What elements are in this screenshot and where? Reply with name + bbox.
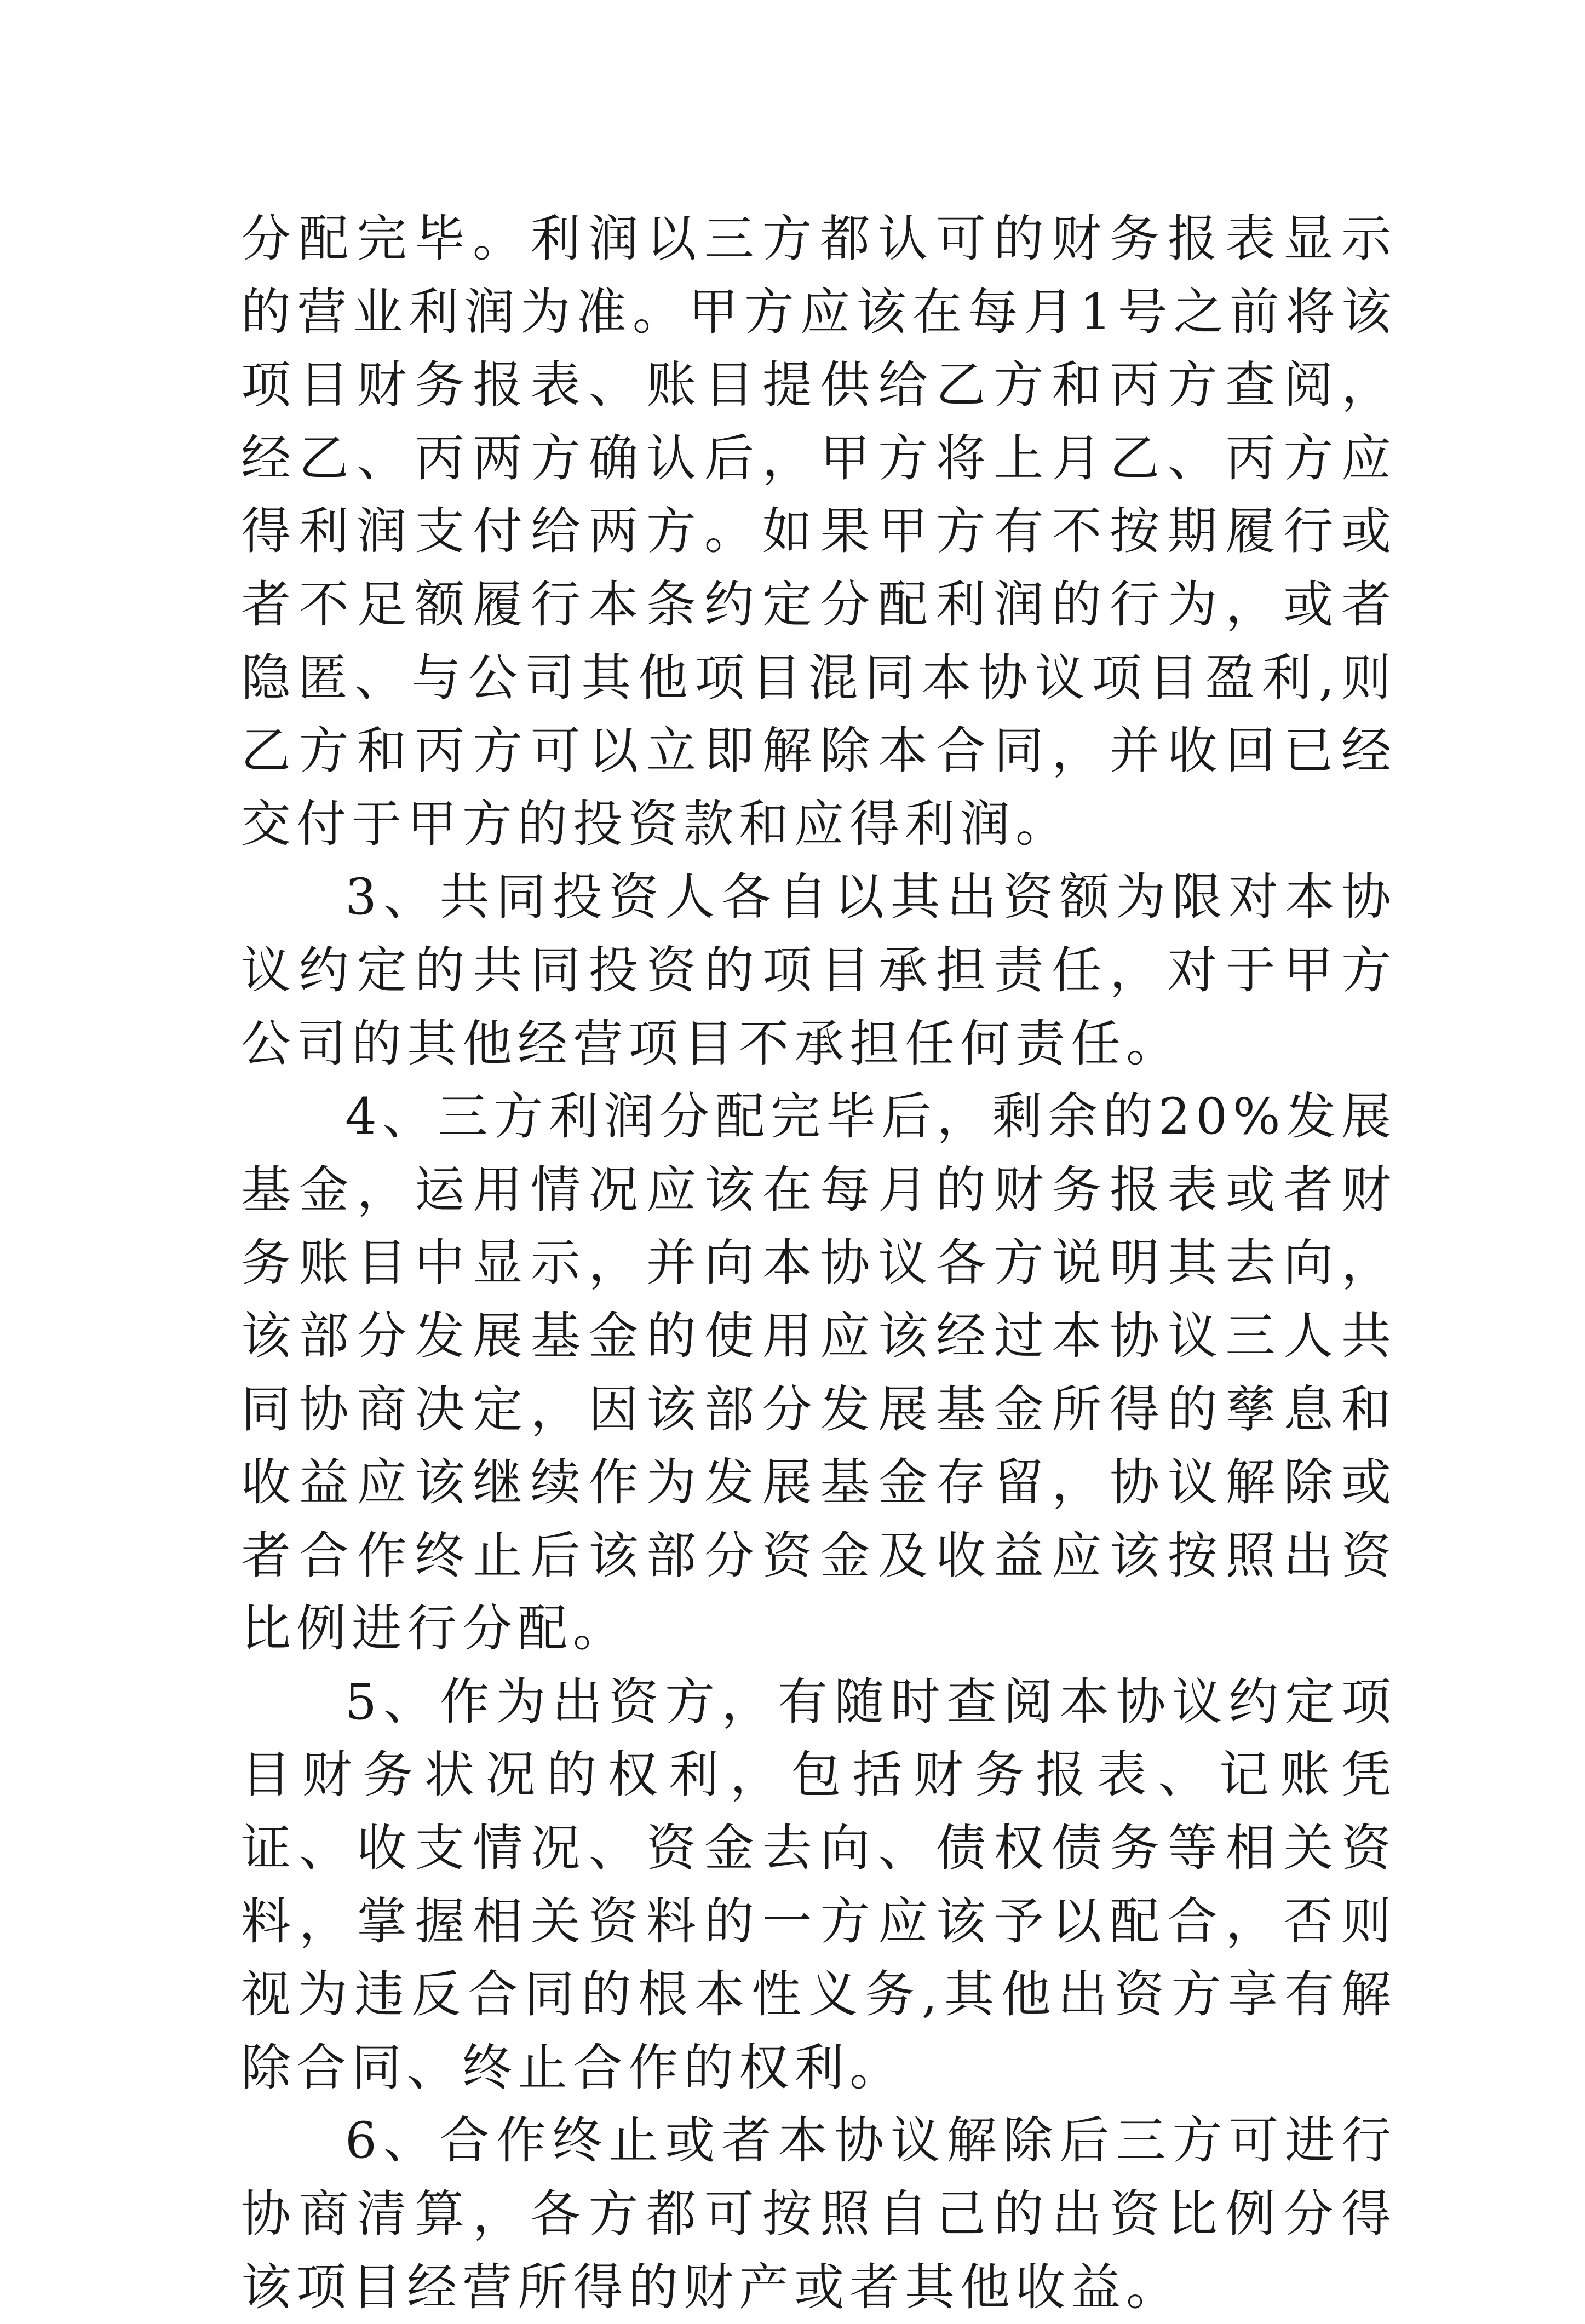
paragraph-clause-4: 4、三方利润分配完毕后，剩余的20%发展基金，运用情况应该在每月的财务报表或者财务账目中显示，并向本协议各方说明其去向，该部分发展基金的使用应该经过本协议三人共同协商决定，因该部分发展基金所得的孳息和收益应该继续作为发展基金存留，协议解除或者合作终止后该部分资金及收益应该按照出资比例进行分配。 (241, 1088, 1397, 1658)
paragraph-clause-5: 5、作为出资方，有随时查阅本协议约定项目财务状况的权利，包括财务报表、记账凭证、收支情况、资金去向、债权债务等相关资料，掌握相关资料的一方应该予以配合，否则视为违反合同的根本性义务,其他出资方享有解除合同、终止合作的权利。 (241, 1673, 1397, 2097)
document-body (241, 203, 1397, 2324)
paragraph-clause-6: 6、合作终止或者本协议解除后三方可进行协商清算，各方都可按照自己的出资比例分得该项目经营所得的财产或者其他收益。 (241, 2112, 1397, 2316)
paragraph-clause-3: 3、共同投资人各自以其出资额为限对本协议约定的共同投资的项目承担责任，对于甲方公司的其他经营项目不承担任何责任。 (241, 868, 1397, 1073)
paragraph-continuation: 分配完毕。利润以三方都认可的财务报表显示的营业利润为准。甲方应该在每月1号之前将该项目财务报表、账目提供给乙方和丙方查阅，经乙、丙两方确认后，甲方将上月乙、丙方应得利润支付给两方。如果甲方有不按期履行或者不足额履行本条约定分配利润的行为，或者隐匿、与公司其他项目混同本协议项目盈利,则乙方和丙方可以立即解除本合同，并收回已经交付于甲方的投资款和应得利润。 (241, 210, 1397, 853)
